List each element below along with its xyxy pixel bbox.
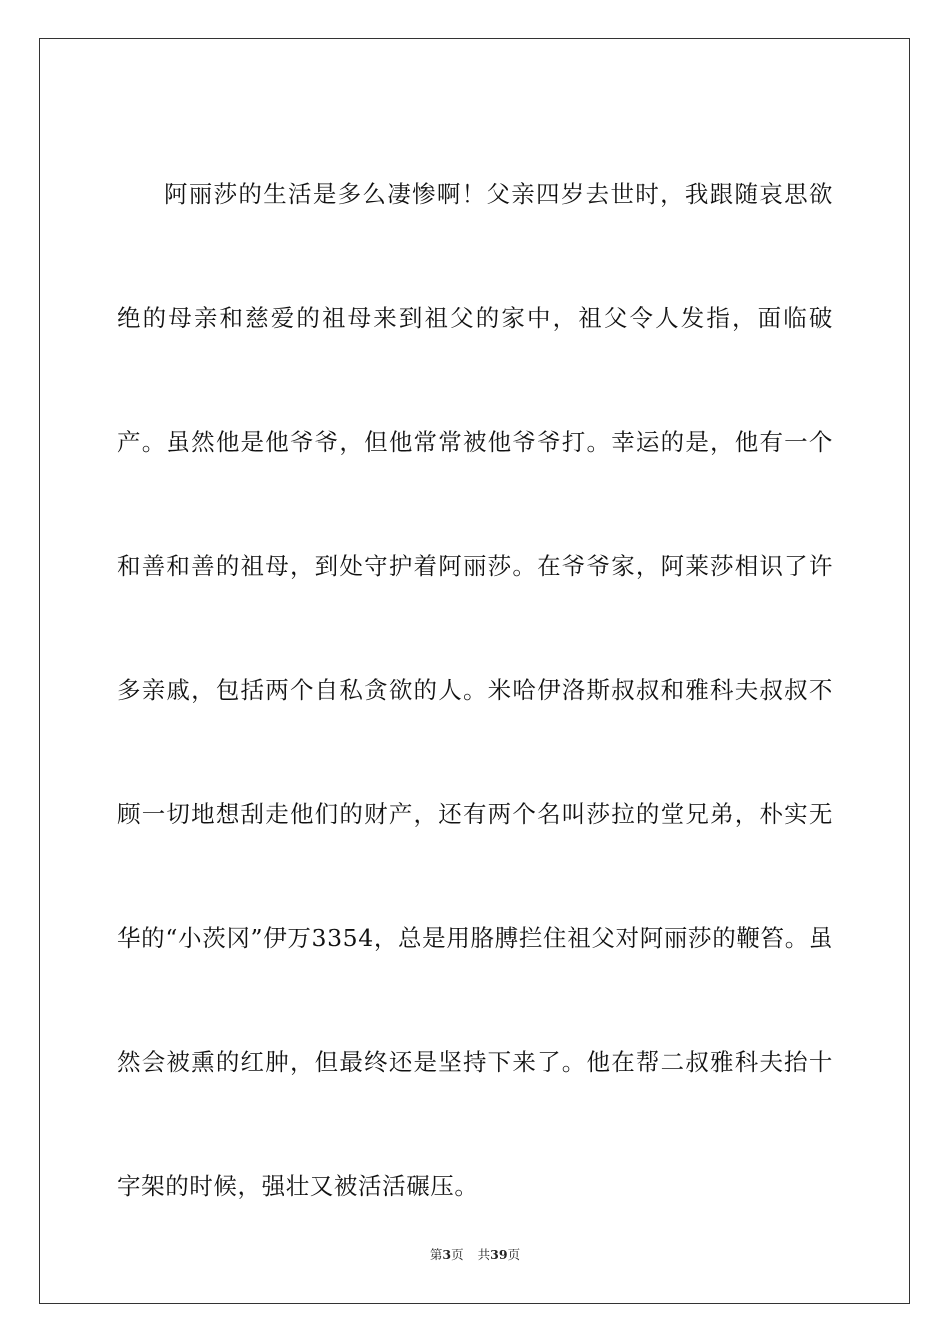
total-pages: 39: [490, 1247, 508, 1262]
total-prefix: 共: [477, 1247, 491, 1262]
page-footer: [0, 1247, 950, 1263]
page-suffix: 页: [451, 1247, 464, 1262]
page-prefix: 第: [429, 1247, 443, 1262]
body-paragraph: 阿丽莎的生活是多么凄惨啊！父亲四岁去世时，我跟随哀思欲绝的母亲和慈爱的祖母来到祖父的家中，祖父令人发指，面临破产。虽然他是他爷爷，但他常常被他爷爷打。幸运的是，他有一个和善和善的祖母，到处守护着阿丽莎。在爷爷家，阿莱莎相识了许多亲戚，包括两个自私贪欲的人。米哈伊洛斯叔叔和雅科夫叔叔不顾一切地想刮走他们的财产，还有两个名叫莎拉的堂兄弟，朴实无华的“小茨冈”伊万3354，总是用胳膊拦住祖父对阿丽莎的鞭笞。虽然会被熏的红肿，但最终还是坚持下来了。他在帮二叔雅科夫抬十字架的时候，强壮又被活活碾压。: [117, 180, 833, 1200]
total-suffix: 页: [507, 1247, 521, 1262]
page-number: 3: [442, 1247, 452, 1262]
